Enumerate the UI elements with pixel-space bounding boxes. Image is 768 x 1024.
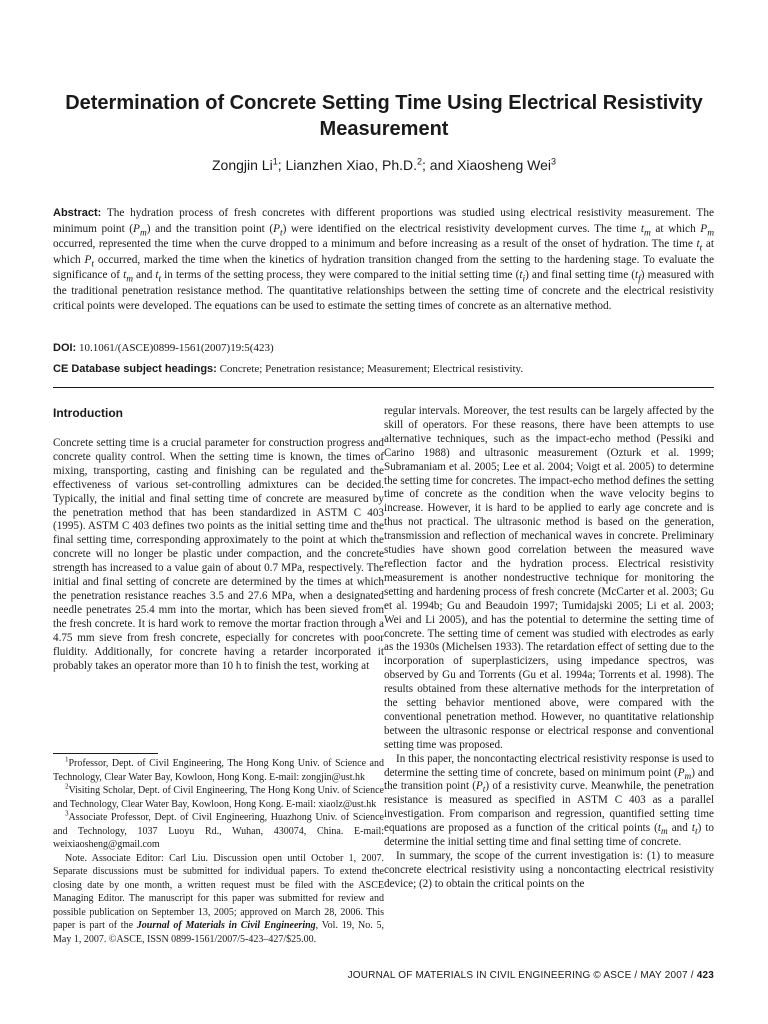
symbol-sub: m [684, 771, 692, 782]
footnote-2 [53, 784, 384, 811]
body-text: ) and the transition point ( [384, 766, 714, 793]
abstract-text: ) and the transition point ( [146, 222, 274, 235]
symbol-sub: m [644, 227, 651, 238]
doi-line [53, 342, 274, 354]
symbol: P [677, 766, 685, 779]
left-column [53, 437, 384, 673]
footnote-text: Visiting Scholar, Dept. of Civil Engineering, The Hong Kong Univ. of Science and Technology, Clear Water Bay, Kowloon, Hong Kong. E-mail: xiaolz@ust.hk [53, 785, 384, 810]
author-line [40, 157, 728, 173]
symbol-sub: m [707, 227, 714, 238]
symbol-sub: t [279, 227, 283, 238]
running-footer [348, 970, 714, 981]
abstract-text: ) measured with the traditional penetration resistance method. The quantitative relationships between the setting time of concrete and the electrical resistivity critical points were developed. The equations can be used to estimate the setting times of concrete as an alternative method. [53, 269, 714, 312]
subject-headings-value: Concrete; Penetration resistance; Measurement; Electrical resistivity. [216, 363, 524, 375]
symbol-sub: t [699, 243, 703, 254]
symbol: t [691, 822, 695, 835]
author-1: Zongjin Li [211, 157, 273, 173]
abstract-text: The hydration process of fresh concretes with different proportions was studied using electrical resistivity measurement. The minimum point ( [53, 207, 714, 235]
subject-headings-label: CE Database subject headings: [53, 363, 217, 375]
abstract-label: Abstract: [53, 207, 102, 219]
body-text: ) to determine the initial setting time and final setting time of concrete. [384, 822, 714, 849]
footnote-text: Associate Professor, Dept. of Civil Engineering, Huazhong Univ. of Science and Technology, 1037 Luoyu Rd., Wuhan, 430074, China. E-mail: weixiaosheng@gmail.com [53, 812, 384, 850]
footnote-mark: 3 [65, 809, 69, 818]
symbol: t [519, 269, 523, 281]
body-paragraph [384, 753, 714, 850]
abstract-text: ) were identified on the electrical resistivity development curves. The time [282, 222, 641, 235]
abstract-text: and [133, 269, 156, 281]
symbol-sub: t [91, 258, 94, 269]
footnote-3 [53, 811, 384, 852]
symbol: t [657, 822, 661, 835]
footnotes [53, 757, 384, 946]
symbol-sub: t [158, 274, 162, 285]
abstract-text: ) and final setting time ( [525, 269, 636, 281]
footer-journal: JOURNAL OF MATERIALS IN CIVIL ENGINEERING © ASCE / MAY 2007 / [347, 970, 697, 981]
symbol: P [700, 222, 708, 235]
body-text: ) of a resistivity curve. Meanwhile, the penetration resistance is measured as specified in ASTM C 403 as a parallel investigation. From comparison and regression, quantified setting time equations are proposed as a function of the critical points ( [384, 780, 714, 835]
symbol: t [640, 222, 645, 235]
symbol-sub: f [638, 274, 641, 285]
footnote-mark: 2 [65, 782, 69, 791]
author-3: ; and Xiaosheng Wei [422, 157, 551, 173]
symbol: t [123, 269, 127, 281]
abstract [53, 206, 714, 315]
symbol-sub: m [126, 274, 133, 285]
footnote-divider [53, 753, 158, 754]
subject-headings [53, 363, 523, 375]
editorial-note [53, 852, 384, 947]
abstract-text: in terms of the setting process, they were compared to the initial setting time ( [161, 269, 520, 281]
body-paragraph: In summary, the scope of the current investigation is: (1) to measure concrete electrical resistivity using a noncontacting electrical resistivity device; (2) to obtain the critical points on the [384, 850, 714, 890]
doi-link[interactable]: 10.1061/(ASCE)0899-1561(2007)19:5(423) [76, 342, 274, 354]
page-number: 423 [696, 970, 714, 981]
symbol: P [84, 253, 92, 266]
abstract-text: occurred, represented the time when the curve dropped to a minimum and before increasing as a result of the onset of hydration. The time [53, 238, 697, 250]
symbol: P [273, 222, 280, 235]
body-paragraph: regular intervals. Moreover, the test results can be largely affected by the skill of operators. For these reasons, there have been attempts to use alternative techniques, such as the impact-echo method (Pessiki and Carino 1988) and ultrasonic measurement (Ozturk et al. 1999; Subramaniam et al. 2005; Lee et al. 2004; Voigt et al. 2005) to determine the setting time for concretes. The impact-echo method defines the setting time of concrete as the condition when the wave velocity begins to increase. However, it is hard to be applied to early age concrete and is thus not practical. The ultrasonic method is based on the generation, transmission and reflection of mechanical waves in concrete. Preliminary studies have shown good correlation between the measured wave reflection factor and the hydration process. Electrical resistivity measurement is another nondestructive technique for monitoring the setting and hardening process of fresh concrete (McCarter et al. 2003; Gu et al. 1994b; Gu and Beaudoin 1997; Tumidajski 2005; Li et al. 2003; Wei and Li 2005), and has the potential to determine the setting time of concrete. The setting time of cement was studied with electrodes as early as the 1930s (Michelsen 1933). The retardation effect of setting due to the incorporation of superplasticizers, using impedance spectros, was observed by Gu and Torrents (Gu et al. 1994a; Torrents et al. 1998). The results obtained from these alternative methods for the interpretation of the setting behavior mentioned above, were compared with the conventional penetration method. However, no quantitative relationship between the ultrasonic response or electrical response and conventional setting time was proposed. [384, 405, 714, 751]
abstract-text: at which [53, 238, 714, 266]
abstract-text: occurred, marked the time when the kinetics of hydration transition changed from the setting to the hardening stage. To evaluate the significance of [53, 253, 714, 281]
note-text: , Vol. 19, No. 5, May 1, 2007. ©ASCE, ISSN 0899-1561/2007/5-423–427/$25.00. [53, 920, 384, 945]
paper-title: Determination of Concrete Setting Time Using Electrical Resistivity Measurement [65, 92, 703, 140]
symbol: P [475, 780, 483, 793]
symbol-sub: t [694, 827, 698, 838]
footnote-text: Professor, Dept. of Civil Engineering, The Hong Kong Univ. of Science and Technology, Clear Water Bay, Kowloon, Hong Kong. E-mail: zongjin@ust.hk [53, 758, 384, 783]
symbol: t [696, 238, 700, 250]
section-heading-introduction: Introduction [53, 406, 123, 420]
author-2: ; Lianzhen Xiao, Ph.D. [277, 157, 418, 173]
symbol-sub: m [660, 827, 668, 838]
symbol: P [133, 222, 140, 235]
author-2-affil: 2 [417, 156, 423, 167]
symbol-sub: m [139, 227, 147, 238]
abstract-text: at which [650, 222, 701, 235]
section-divider [53, 387, 714, 388]
body-text: and [667, 822, 692, 835]
footnote-1 [53, 757, 384, 784]
symbol-sub: t [482, 785, 486, 796]
right-column [384, 405, 714, 892]
note-text: Note. Associate Editor: Carl Liu. Discussion open until October 1, 2007. Separate discussions must be submitted for individual papers. To extend the closing date by one month, a written request must be filed with the ASCE Managing Editor. The manuscript for this paper was submitted for review and possible publication on September 13, 2005; approved on March 28, 2006. This paper is part of the [53, 852, 384, 931]
body-text: In this paper, the noncontacting electrical resistivity response is used to determine the setting time of concrete, based on minimum point ( [384, 752, 714, 779]
journal-name: Journal of Materials in Civil Engineering [136, 920, 316, 931]
symbol-sub: i [522, 274, 526, 285]
symbol: t [635, 269, 639, 281]
footnote-mark: 1 [65, 755, 69, 764]
intro-paragraph: Concrete setting time is a crucial parameter for construction progress and concrete quality control. When the setting time is known, the times of mixing, transporting, casting and finishing can be regulated and the effectiveness of various set-controlling admixtures can be decided. Typically, the initial and final setting time of concrete are measured by the penetration method that has been standardized in ASTM C 403 (1995). ASTM C 403 defines two points as the initial setting time and the final setting time, corresponding approximately to the point at which the concrete will no longer be plastic under compaction, and the concrete strength has increased to a value gain of about 0.7 MPa, respectively. The initial and final setting of concrete are determined by the times at which the penetration resistance reaches 3.5 and 27.6 MPa, when a designated needle penetrates 25.4 mm into the mortar, which has been sieved from the fresh concrete. It is hard work to remove the mortar fraction through a 4.75 mm sieve from fresh concrete, especially for concretes with poor fluidity. Additionally, for concrete having a retarder incorporated it probably takes an operator more than 10 h to finish the test, working at [53, 437, 384, 672]
symbol: t [155, 269, 159, 281]
author-3-affil: 3 [550, 156, 556, 167]
author-1-affil: 1 [272, 156, 278, 167]
doi-label: DOI: [53, 342, 77, 354]
